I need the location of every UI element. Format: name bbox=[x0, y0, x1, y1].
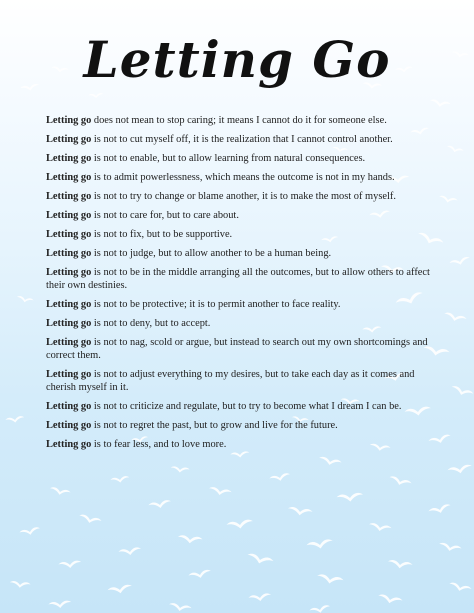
statement-item bbox=[46, 190, 444, 203]
flying-bird-icon bbox=[226, 519, 253, 530]
statement-text: is not to deny, but to accept. bbox=[91, 318, 211, 329]
flying-bird-icon bbox=[448, 582, 472, 594]
statement-text: does not mean to stop caring; it means I cannot do it for someone else. bbox=[91, 115, 387, 126]
flying-bird-icon bbox=[387, 559, 412, 570]
flying-bird-icon bbox=[148, 499, 172, 510]
statement-text: is not to try to change or blame another, it is to make the most of myself. bbox=[91, 191, 396, 202]
statement-item bbox=[46, 438, 444, 451]
statement-item bbox=[46, 400, 444, 413]
statement-lead: Letting go bbox=[46, 134, 92, 145]
statement-item bbox=[46, 419, 444, 432]
statement-text: is not to be protective; it is to permit another to face reality. bbox=[91, 299, 341, 310]
statement-list bbox=[46, 114, 444, 457]
statement-item bbox=[46, 114, 444, 127]
flying-bird-icon bbox=[336, 492, 363, 503]
flying-bird-icon bbox=[248, 593, 272, 603]
statement-text: is not to cut myself off, it is the realization that I cannot control another. bbox=[91, 134, 393, 145]
flying-bird-icon bbox=[316, 573, 344, 585]
statement-lead: Letting go bbox=[46, 172, 92, 183]
statement-lead: Letting go bbox=[46, 229, 92, 240]
statement-item bbox=[46, 247, 444, 260]
flying-bird-icon bbox=[49, 487, 71, 497]
flying-bird-icon bbox=[110, 476, 130, 484]
statement-item bbox=[46, 368, 444, 394]
flying-bird-icon bbox=[168, 602, 192, 613]
statement-text: is not to enable, but to allow learning from natural consequences. bbox=[91, 153, 366, 164]
flying-bird-icon bbox=[78, 514, 102, 526]
flying-bird-icon bbox=[16, 296, 34, 304]
statement-lead: Letting go bbox=[46, 210, 92, 221]
statement-text: is not to fix, but to be supportive. bbox=[91, 229, 233, 240]
flying-bird-icon bbox=[58, 560, 81, 569]
statement-text: is not to criticize and regulate, but to try to become what I dream I can be. bbox=[91, 401, 402, 412]
statement-lead: Letting go bbox=[46, 420, 92, 431]
statement-text: is not to be in the middle arranging all the outcomes, but to allow others to affect their own destinies. bbox=[46, 267, 430, 291]
statement-lead: Letting go bbox=[46, 439, 92, 450]
flying-bird-icon bbox=[269, 473, 291, 483]
statement-text: is not to nag, scold or argue, but instead to search out my own shortcomings and correct them. bbox=[46, 337, 428, 361]
flying-bird-icon bbox=[246, 553, 274, 567]
statement-lead: Letting go bbox=[46, 299, 92, 310]
flying-bird-icon bbox=[377, 594, 403, 606]
flying-bird-icon bbox=[438, 542, 462, 553]
statement-lead: Letting go bbox=[46, 248, 92, 259]
flying-bird-icon bbox=[449, 256, 471, 267]
flying-bird-icon bbox=[450, 385, 474, 398]
flying-bird-icon bbox=[118, 547, 142, 557]
statement-lead: Letting go bbox=[46, 267, 92, 278]
flying-bird-icon bbox=[48, 600, 71, 609]
statement-lead: Letting go bbox=[46, 369, 92, 380]
statement-text: is to fear less, and to love more. bbox=[91, 439, 227, 450]
flying-bird-icon bbox=[9, 581, 30, 589]
flying-bird-icon bbox=[5, 416, 25, 424]
statement-lead: Letting go bbox=[46, 153, 92, 164]
flying-bird-icon bbox=[107, 584, 133, 595]
page-title: Letting Go bbox=[83, 30, 391, 89]
statement-lead: Letting go bbox=[46, 337, 92, 348]
flying-bird-icon bbox=[306, 538, 334, 550]
statement-lead: Letting go bbox=[46, 318, 92, 329]
statement-item bbox=[46, 171, 444, 184]
flying-bird-icon bbox=[428, 503, 452, 516]
statement-item bbox=[46, 133, 444, 146]
flying-bird-icon bbox=[318, 456, 342, 467]
flying-bird-icon bbox=[88, 93, 104, 99]
flying-bird-icon bbox=[388, 475, 412, 488]
statement-text: is not to care for, but to care about. bbox=[91, 210, 239, 221]
flying-bird-icon bbox=[309, 605, 331, 613]
flying-bird-icon bbox=[19, 527, 41, 537]
flying-bird-icon bbox=[447, 464, 473, 475]
statement-item bbox=[46, 228, 444, 241]
statement-lead: Letting go bbox=[46, 401, 92, 412]
statement-item bbox=[46, 266, 444, 292]
statement-text: is not to judge, but to allow another to be a human being. bbox=[91, 248, 332, 259]
statement-item bbox=[46, 152, 444, 165]
statement-lead: Letting go bbox=[46, 191, 92, 202]
flying-bird-icon bbox=[446, 145, 464, 154]
statement-item bbox=[46, 209, 444, 222]
statement-text: is not to adjust everything to my desires, but to take each day as it comes and cherish myself in it. bbox=[46, 369, 415, 393]
statement-lead: Letting go bbox=[46, 115, 92, 126]
statement-item bbox=[46, 336, 444, 362]
flying-bird-icon bbox=[170, 466, 189, 474]
flying-bird-icon bbox=[287, 506, 312, 517]
statement-item bbox=[46, 317, 444, 330]
flying-bird-icon bbox=[368, 522, 392, 533]
flying-bird-icon bbox=[208, 486, 232, 497]
flying-bird-icon bbox=[177, 535, 202, 545]
flying-bird-icon bbox=[188, 569, 212, 580]
flying-bird-icon bbox=[443, 312, 467, 324]
flying-bird-icon bbox=[429, 99, 451, 109]
statement-item bbox=[46, 298, 444, 311]
statement-text: is not to regret the past, but to grow and live for the future. bbox=[91, 420, 338, 431]
statement-text: is to admit powerlessness, which means the outcome is not in my hands. bbox=[91, 172, 395, 183]
